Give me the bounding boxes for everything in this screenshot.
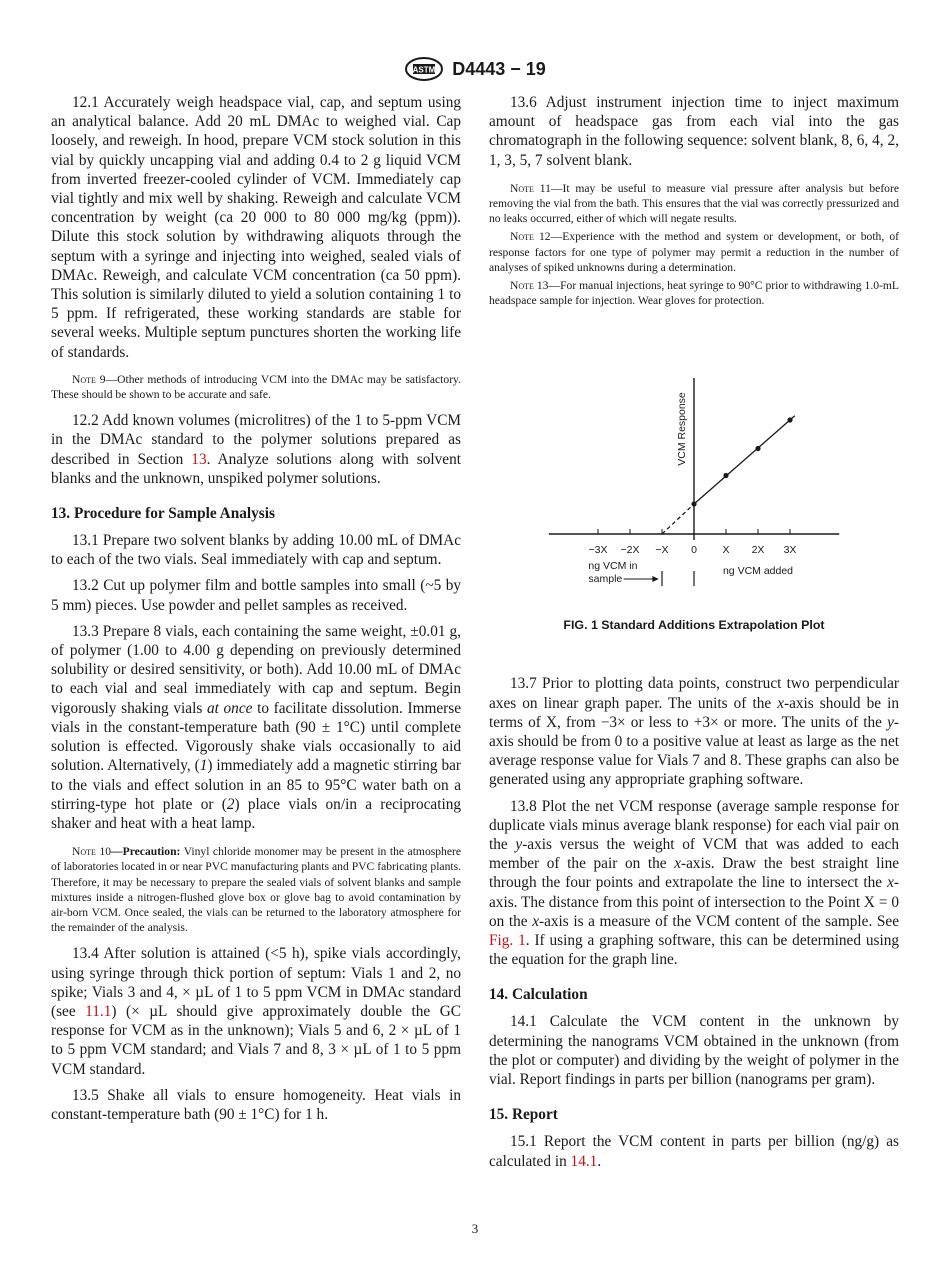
figure-1 [489, 348, 899, 648]
extrapolation-line [662, 504, 694, 534]
p15-1-text-b: . [597, 1152, 602, 1170]
p13-8-x2: x [887, 874, 894, 892]
p13-8-text-d: -axis. The distance from this point of intersection to the Point X = 0 on the [489, 874, 899, 930]
p13-7-text-a: 13.7 Prior to plotting data points, construct two perpendicular axes on linear graph paper. The units of the [489, 675, 899, 712]
annotation-arrow-head [652, 576, 658, 582]
p13-8-x3: x [532, 912, 539, 930]
p12-2-text-a: 12.2 Add known volumes (microlitres) of the 1 to 5-ppm VCM in the DMAc standard to the polymer solutions prepared as described in Section [51, 412, 461, 468]
note-11 [489, 181, 899, 227]
designation: D4443 − 19 [452, 58, 546, 79]
note-12-text: —Experience with the method and system or development, or both, of response factors for one type of polymer may permit a reduction in the number of analyses of spiked unknowns during a determination. [489, 230, 899, 274]
p13-4-text-b: ) (× µL should give approximately double the GC response for VCM as in the unknown); Vials 5 and 6, 2 × µL of 1 to 5 ppm VCM standard; and Vials 7 and 8, 3 × µL of 1 to 5 ppm VCM standard. [51, 1002, 461, 1078]
p13-3-text-c: ) immediately add a magnetic stirring bar to the vials and effect solution in an 85 to 95°C water bath on a stirring-type hot plate or ( [51, 757, 461, 813]
section-11-1-link[interactable]: 11.1 [85, 1002, 112, 1020]
paragraph-13-3 [51, 622, 461, 833]
section-13-link[interactable]: 13 [191, 450, 207, 468]
x-tick-label: 0 [691, 544, 697, 557]
p13-3-text-b: to facilitate dissolution. Immerse vials in the constant-temperature bath (90 ± 1°C) until complete solution is effected. Vigorously shake vials occasionally to aid solution. Alternatively, ( [51, 699, 461, 775]
page-number: 3 [471, 1221, 479, 1236]
p13-8-text-c: -axis. Draw the best straight line through the four points and extrapolate the line to intersect the [489, 855, 900, 892]
paragraph-15-1 [489, 1132, 899, 1170]
p13-8-text-a: 13.8 Plot the net VCM response (average sample response for duplicate vials minus average blank response) for each vial pair on the [489, 797, 899, 854]
section-14-1-link[interactable]: 14.1 [570, 1152, 598, 1170]
note-10 [51, 844, 461, 935]
p13-3-option-2: 2 [226, 795, 235, 813]
note-9-text: —Other methods of introducing VCM into the DMAc may be satisfactory. These should be shown to be accurate and safe. [51, 372, 462, 402]
section-15-heading: 15. Report [489, 1106, 558, 1124]
p13-3-emphasis: at once [206, 699, 253, 717]
note-10-text: Vinyl chloride monomer may be present in the atmosphere of laboratories located in or near PVC manufacturing plants and PVC fabricating plants. Therefore, it may be necessary to prepare the sealed vials of solvent blanks and sample mixtures inside a nitrogen-flushed glove box or glove bag to avoid contamination by air-born VCM. Once sealed, the vials can be returned to the laboratory atmosphere for the remainder of the analysis. [51, 845, 461, 935]
note-13-label: Note 13 [510, 279, 549, 293]
note-11-label: Note 11 [510, 181, 551, 195]
figure-caption: FIG. 1 Standard Additions Extrapolation Plot [563, 618, 825, 633]
data-point [723, 473, 728, 478]
paragraph-13-5: 13.5 Shake all vials to ensure homogeneity. Heat vials in constant-temperature bath (90 ± 1°C) for 1 h. [51, 1086, 461, 1123]
paragraph-14-1: 14.1 Calculate the VCM content in the unknown by determining the nanograms VCM obtained in the unknown (from the plot or computer) and dividing by the weight of polymer in the vial. Report findings in parts per billion (nanograms per gram). [489, 1013, 899, 1089]
p13-3-text-a: 13.3 Prepare 8 vials, each containing the same weight, ±0.01 g, of polymer (1.00 to 4.00 g depending on previously determined solubility or desired sensitivity, or both). Add 10.00 mL of DMAc to each vial and seal immediately with cap and septum. Begin vigorously shaking vials [51, 622, 461, 717]
note-11-text: —It may be useful to measure vial pressure after analysis but before removing the vial from the bath. This ensures that the vial was correctly pressurized and no leaks occurred, either of which will negate results. [489, 181, 899, 226]
note-12-label: Note 12 [510, 230, 551, 244]
note-12 [489, 229, 899, 275]
x-axis-label: ng VCM added [722, 565, 794, 578]
p13-7-text-b: -axis should be in terms of X, from −3× or less to +3× or more. The units of the [489, 694, 899, 731]
note-13-text: —For manual injections, heat syringe to 90°C prior to withdrawing 1.0-mL headspace sample for injection. Wear gloves for protection. [489, 279, 899, 308]
p13-8-text-f: . If using a graphing software, this can be determined using the equation for the graph line. [489, 932, 899, 969]
p13-8-text-e: -axis is a measure of the VCM content of the sample. See [538, 912, 899, 930]
data-point [755, 446, 760, 451]
paragraph-13-7 [489, 674, 899, 789]
p13-3-option-1: 1 [199, 757, 208, 775]
note-10-precaution: —Precaution: [111, 845, 181, 859]
y-axis-label: VCM Response [676, 392, 688, 467]
p13-8-y: y [515, 836, 523, 854]
paragraph-13-6: 13.6 Adjust instrument injection time to inject maximum amount of headspace gas from each vial into the gas chromatograph in the following sequence: solvent blank, 8, 6, 4, 2, 1, 3, 5, 7 solvent blank. [489, 94, 899, 169]
figure-1-link[interactable]: Fig. 1 [489, 932, 526, 950]
left-column [51, 93, 461, 1124]
data-point [787, 418, 792, 423]
x-tick-label: 3X [783, 544, 797, 557]
p13-8-text-b: -axis versus the weight of VCM that was added to each member of the pair on the [489, 836, 899, 873]
annotation-line-2: sample [588, 573, 623, 586]
astm-logo-icon [404, 56, 444, 82]
x-tick-label: −3X [588, 544, 608, 557]
x-tick-label: 2X [751, 544, 765, 557]
x-tick-label: X [722, 544, 730, 557]
note-9 [51, 372, 461, 402]
note-10-label: Note 10 [72, 845, 112, 859]
paragraph-13-2: 13.2 Cut up polymer film and bottle samples into small (~5 by 5 mm) pieces. Use powder and pellet samples as received. [51, 577, 461, 614]
section-13-heading: 13. Procedure for Sample Analysis [51, 505, 275, 523]
paragraph-12-2 [51, 411, 461, 488]
p13-4-text-a: 13.4 After solution is attained (<5 h), spike vials accordingly, using syringe through thick portion of septum: Vials 1 and 2, no spike; Vials 3 and 4, × µL of 1 to 5 ppm VCM in DMAc standard (see [51, 945, 461, 1020]
paragraph-13-8 [489, 797, 899, 970]
note-9-label: Note 9 [72, 372, 106, 386]
paragraph-13-4 [51, 944, 461, 1078]
right-column [489, 93, 899, 1171]
note-13 [489, 278, 899, 308]
fit-line [694, 416, 795, 504]
p13-3-text-d: ) place vials on/in a reciprocating shaker and heat with a heat lamp. [51, 795, 461, 832]
svg-text:ASTM: ASTM [412, 65, 436, 75]
p15-1-text-a: 15.1 Report the VCM content in parts per billion (ng/g) as calculated in [489, 1133, 899, 1170]
annotation-line-1: ng VCM in [588, 560, 638, 573]
p13-7-y: y [887, 713, 894, 731]
p13-7-x: x [777, 694, 784, 712]
page-header [0, 56, 950, 82]
p13-8-x1: x [674, 855, 682, 873]
x-tick-label: −2X [620, 544, 640, 557]
p13-7-text-c: -axis should be from 0 to a positive value at least as large as the net average response value for Vials 7 and 8. These graphs can also be generated using any appropriate graphing software. [489, 713, 899, 789]
paragraph-13-1: 13.1 Prepare two solvent blanks by adding 10.00 mL of DMAc to each of the two vials. Seal immediately with cap and septum. [51, 532, 461, 569]
paragraph-12-1: 12.1 Accurately weigh headspace vial, cap, and septum using an analytical balance. Add 20 mL DMAc to weighed vial. Cap loosely, and reweigh. In hood, prepare VCM stock solution in this vial by quickly uncapping vial and adding 0.4 to 2 g liquid VCM from inverted freezer-cooled cylinder of VCM. Immediately cap vial tightly and mix well by shaking. Reweigh and calculate VCM concentration by weight (ca 20 000 to 80 000 mg/kg (ppm)). Dilute this stock solution by withdrawing aliquots through the septum with a syringe and injecting into weighed, sealed vials of DMAc. Reweigh, and calculate VCM concentration (ca 50 ppm). This solution is similarly diluted to yield a solution containing 1 to 5 ppm. If refrigerated, these working standards are stable for several weeks. Multiple septum punctures shorten the working life of standards. [51, 94, 461, 361]
x-tick-label: −X [655, 544, 669, 557]
section-14-heading: 14. Calculation [489, 986, 588, 1004]
standard-additions-chart [489, 348, 899, 613]
p12-2-text-b: . Analyze solutions along with solvent blanks and the unknown, unspiked polymer solutions. [51, 450, 461, 487]
